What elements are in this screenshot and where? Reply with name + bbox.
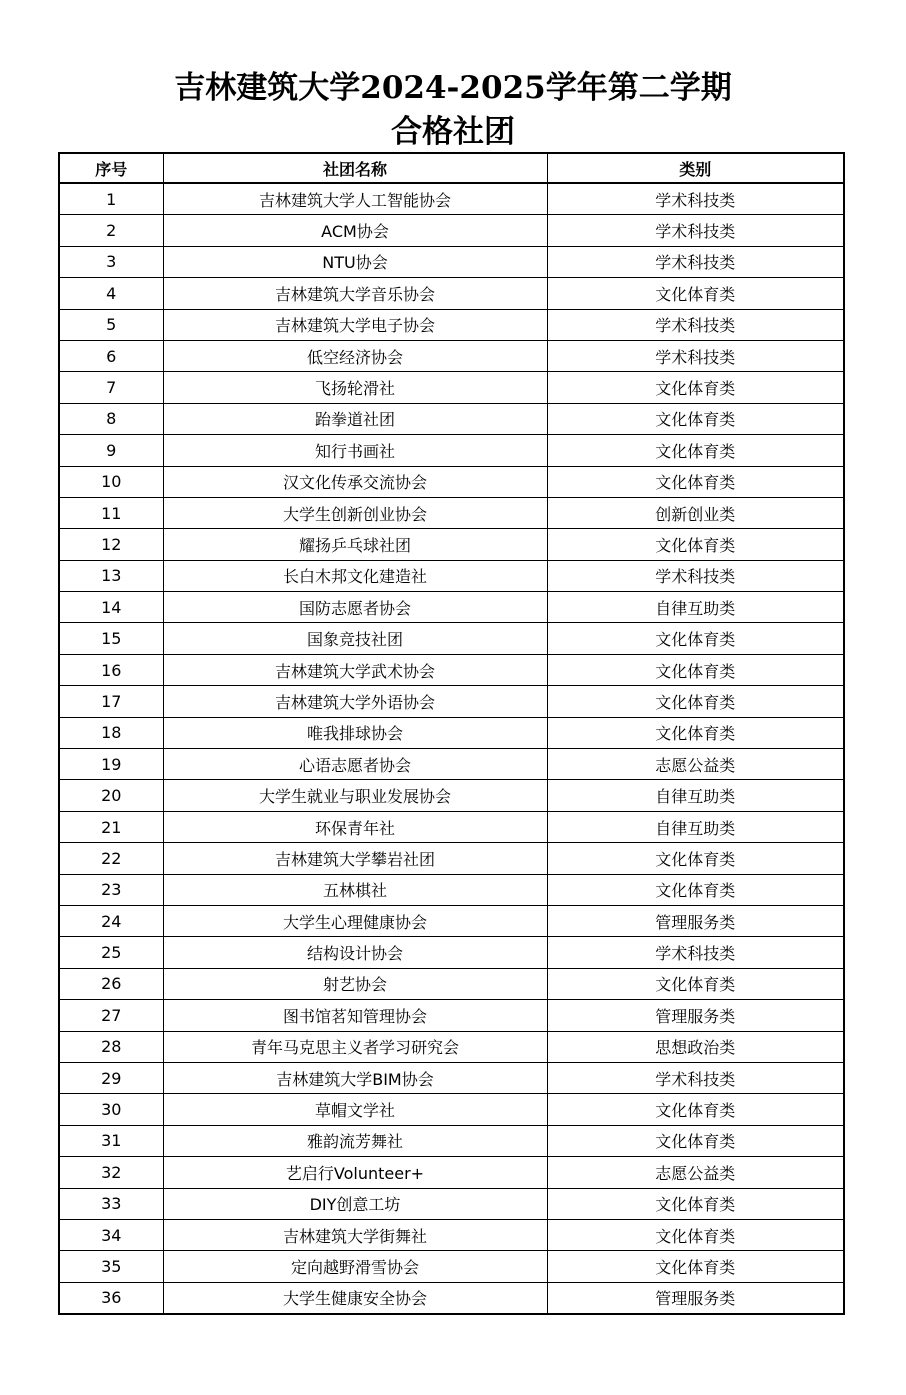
cell-category: 管理服务类 xyxy=(547,905,844,936)
cell-club-name: 五林棋社 xyxy=(163,874,547,905)
cell-number: 5 xyxy=(59,309,163,340)
cell-category: 文化体育类 xyxy=(547,623,844,654)
cell-club-name: 射艺协会 xyxy=(163,968,547,999)
header-number: 序号 xyxy=(59,153,163,183)
cell-club-name: 大学生健康安全协会 xyxy=(163,1282,547,1314)
cell-category: 文化体育类 xyxy=(547,466,844,497)
cell-category: 文化体育类 xyxy=(547,654,844,685)
cell-category: 文化体育类 xyxy=(547,278,844,309)
table-row xyxy=(59,183,844,215)
cell-club-name: 吉林建筑大学BIM协会 xyxy=(163,1062,547,1093)
cell-number: 23 xyxy=(59,874,163,905)
table-row xyxy=(59,874,844,905)
table-row xyxy=(59,529,844,560)
cell-number: 9 xyxy=(59,435,163,466)
table-row xyxy=(59,1219,844,1250)
cell-number: 29 xyxy=(59,1062,163,1093)
cell-number: 28 xyxy=(59,1031,163,1062)
table-row xyxy=(59,1031,844,1062)
document-title xyxy=(0,64,906,152)
cell-club-name: 环保青年社 xyxy=(163,811,547,842)
cell-club-name: 吉林建筑大学音乐协会 xyxy=(163,278,547,309)
table-row xyxy=(59,1282,844,1314)
cell-number: 31 xyxy=(59,1125,163,1156)
cell-number: 2 xyxy=(59,215,163,246)
cell-category: 管理服务类 xyxy=(547,1282,844,1314)
cell-club-name: 吉林建筑大学武术协会 xyxy=(163,654,547,685)
cell-number: 22 xyxy=(59,843,163,874)
cell-category: 文化体育类 xyxy=(547,1094,844,1125)
cell-category: 文化体育类 xyxy=(547,1251,844,1282)
table-row xyxy=(59,372,844,403)
cell-number: 33 xyxy=(59,1188,163,1219)
cell-number: 30 xyxy=(59,1094,163,1125)
table-row xyxy=(59,843,844,874)
cell-number: 32 xyxy=(59,1157,163,1188)
cell-number: 12 xyxy=(59,529,163,560)
table-row xyxy=(59,1000,844,1031)
table-row xyxy=(59,435,844,466)
cell-category: 思想政治类 xyxy=(547,1031,844,1062)
cell-club-name: 耀扬乒乓球社团 xyxy=(163,529,547,560)
cell-category: 文化体育类 xyxy=(547,529,844,560)
title-line-2: 合格社团 xyxy=(391,114,515,150)
cell-number: 21 xyxy=(59,811,163,842)
table-row xyxy=(59,1188,844,1219)
cell-number: 18 xyxy=(59,717,163,748)
cell-number: 20 xyxy=(59,780,163,811)
cell-category: 志愿公益类 xyxy=(547,749,844,780)
cell-category: 学术科技类 xyxy=(547,1062,844,1093)
cell-club-name: 低空经济协会 xyxy=(163,340,547,371)
cell-category: 文化体育类 xyxy=(547,717,844,748)
cell-club-name: 唯我排球协会 xyxy=(163,717,547,748)
table-row xyxy=(59,968,844,999)
cell-club-name: ACM协会 xyxy=(163,215,547,246)
table-row xyxy=(59,246,844,277)
cell-category: 学术科技类 xyxy=(547,183,844,215)
cell-club-name: 长白木邦文化建造社 xyxy=(163,560,547,591)
cell-category: 文化体育类 xyxy=(547,1125,844,1156)
cell-club-name: 草帽文学社 xyxy=(163,1094,547,1125)
table-row xyxy=(59,654,844,685)
cell-number: 10 xyxy=(59,466,163,497)
table-row xyxy=(59,278,844,309)
cell-category: 创新创业类 xyxy=(547,497,844,528)
cell-club-name: 国防志愿者协会 xyxy=(163,592,547,623)
cell-number: 17 xyxy=(59,686,163,717)
cell-club-name: 吉林建筑大学街舞社 xyxy=(163,1219,547,1250)
cell-number: 36 xyxy=(59,1282,163,1314)
table-row xyxy=(59,905,844,936)
cell-club-name: 吉林建筑大学外语协会 xyxy=(163,686,547,717)
table-row xyxy=(59,937,844,968)
cell-number: 6 xyxy=(59,340,163,371)
table-row xyxy=(59,717,844,748)
cell-number: 7 xyxy=(59,372,163,403)
cell-number: 8 xyxy=(59,403,163,434)
table-row xyxy=(59,1251,844,1282)
cell-category: 文化体育类 xyxy=(547,435,844,466)
cell-club-name: 吉林建筑大学攀岩社团 xyxy=(163,843,547,874)
cell-category: 文化体育类 xyxy=(547,372,844,403)
header-category: 类别 xyxy=(547,153,844,183)
table-row xyxy=(59,1094,844,1125)
cell-category: 学术科技类 xyxy=(547,215,844,246)
header-club-name: 社团名称 xyxy=(163,153,547,183)
cell-number: 26 xyxy=(59,968,163,999)
cell-number: 34 xyxy=(59,1219,163,1250)
table-row xyxy=(59,811,844,842)
cell-club-name: 大学生就业与职业发展协会 xyxy=(163,780,547,811)
cell-category: 自律互助类 xyxy=(547,811,844,842)
table-row xyxy=(59,1157,844,1188)
cell-category: 文化体育类 xyxy=(547,968,844,999)
cell-category: 自律互助类 xyxy=(547,592,844,623)
cell-category: 文化体育类 xyxy=(547,874,844,905)
cell-club-name: 青年马克思主义者学习研究会 xyxy=(163,1031,547,1062)
cell-club-name: 定向越野滑雪协会 xyxy=(163,1251,547,1282)
cell-club-name: 心语志愿者协会 xyxy=(163,749,547,780)
cell-club-name: 艺启行Volunteer+ xyxy=(163,1157,547,1188)
title-line-1: 吉林建筑大学2024-2025学年第二学期 xyxy=(174,70,732,106)
cell-club-name: 结构设计协会 xyxy=(163,937,547,968)
table-row xyxy=(59,466,844,497)
cell-club-name: 汉文化传承交流协会 xyxy=(163,466,547,497)
cell-club-name: DIY创意工坊 xyxy=(163,1188,547,1219)
cell-club-name: 大学生心理健康协会 xyxy=(163,905,547,936)
table-row xyxy=(59,623,844,654)
cell-club-name: 大学生创新创业协会 xyxy=(163,497,547,528)
cell-club-name: 飞扬轮滑社 xyxy=(163,372,547,403)
table-row xyxy=(59,497,844,528)
cell-category: 文化体育类 xyxy=(547,686,844,717)
cell-club-name: 知行书画社 xyxy=(163,435,547,466)
cell-category: 自律互助类 xyxy=(547,780,844,811)
table-row xyxy=(59,592,844,623)
cell-category: 学术科技类 xyxy=(547,560,844,591)
cell-number: 19 xyxy=(59,749,163,780)
cell-club-name: 图书馆茗知管理协会 xyxy=(163,1000,547,1031)
clubs-table xyxy=(58,152,845,1315)
cell-category: 学术科技类 xyxy=(547,340,844,371)
table-row xyxy=(59,560,844,591)
cell-club-name: 雅韵流芳舞社 xyxy=(163,1125,547,1156)
cell-number: 13 xyxy=(59,560,163,591)
cell-category: 文化体育类 xyxy=(547,403,844,434)
cell-number: 16 xyxy=(59,654,163,685)
cell-category: 学术科技类 xyxy=(547,246,844,277)
cell-number: 1 xyxy=(59,183,163,215)
table-row xyxy=(59,340,844,371)
cell-number: 35 xyxy=(59,1251,163,1282)
table-body xyxy=(59,183,844,1314)
cell-number: 4 xyxy=(59,278,163,309)
cell-category: 文化体育类 xyxy=(547,1188,844,1219)
cell-category: 文化体育类 xyxy=(547,843,844,874)
table-row xyxy=(59,403,844,434)
cell-club-name: 吉林建筑大学电子协会 xyxy=(163,309,547,340)
cell-category: 文化体育类 xyxy=(547,1219,844,1250)
table-row xyxy=(59,749,844,780)
table-row xyxy=(59,1062,844,1093)
table-row xyxy=(59,215,844,246)
table-row xyxy=(59,780,844,811)
cell-category: 志愿公益类 xyxy=(547,1157,844,1188)
cell-number: 15 xyxy=(59,623,163,654)
table-row xyxy=(59,309,844,340)
table-row xyxy=(59,686,844,717)
cell-club-name: 跆拳道社团 xyxy=(163,403,547,434)
cell-number: 27 xyxy=(59,1000,163,1031)
cell-club-name: 国象竞技社团 xyxy=(163,623,547,654)
cell-number: 3 xyxy=(59,246,163,277)
cell-number: 24 xyxy=(59,905,163,936)
cell-club-name: NTU协会 xyxy=(163,246,547,277)
cell-number: 14 xyxy=(59,592,163,623)
cell-category: 学术科技类 xyxy=(547,937,844,968)
table-header-row xyxy=(59,153,844,183)
cell-category: 管理服务类 xyxy=(547,1000,844,1031)
cell-number: 11 xyxy=(59,497,163,528)
cell-category: 学术科技类 xyxy=(547,309,844,340)
cell-club-name: 吉林建筑大学人工智能协会 xyxy=(163,183,547,215)
table-row xyxy=(59,1125,844,1156)
cell-number: 25 xyxy=(59,937,163,968)
